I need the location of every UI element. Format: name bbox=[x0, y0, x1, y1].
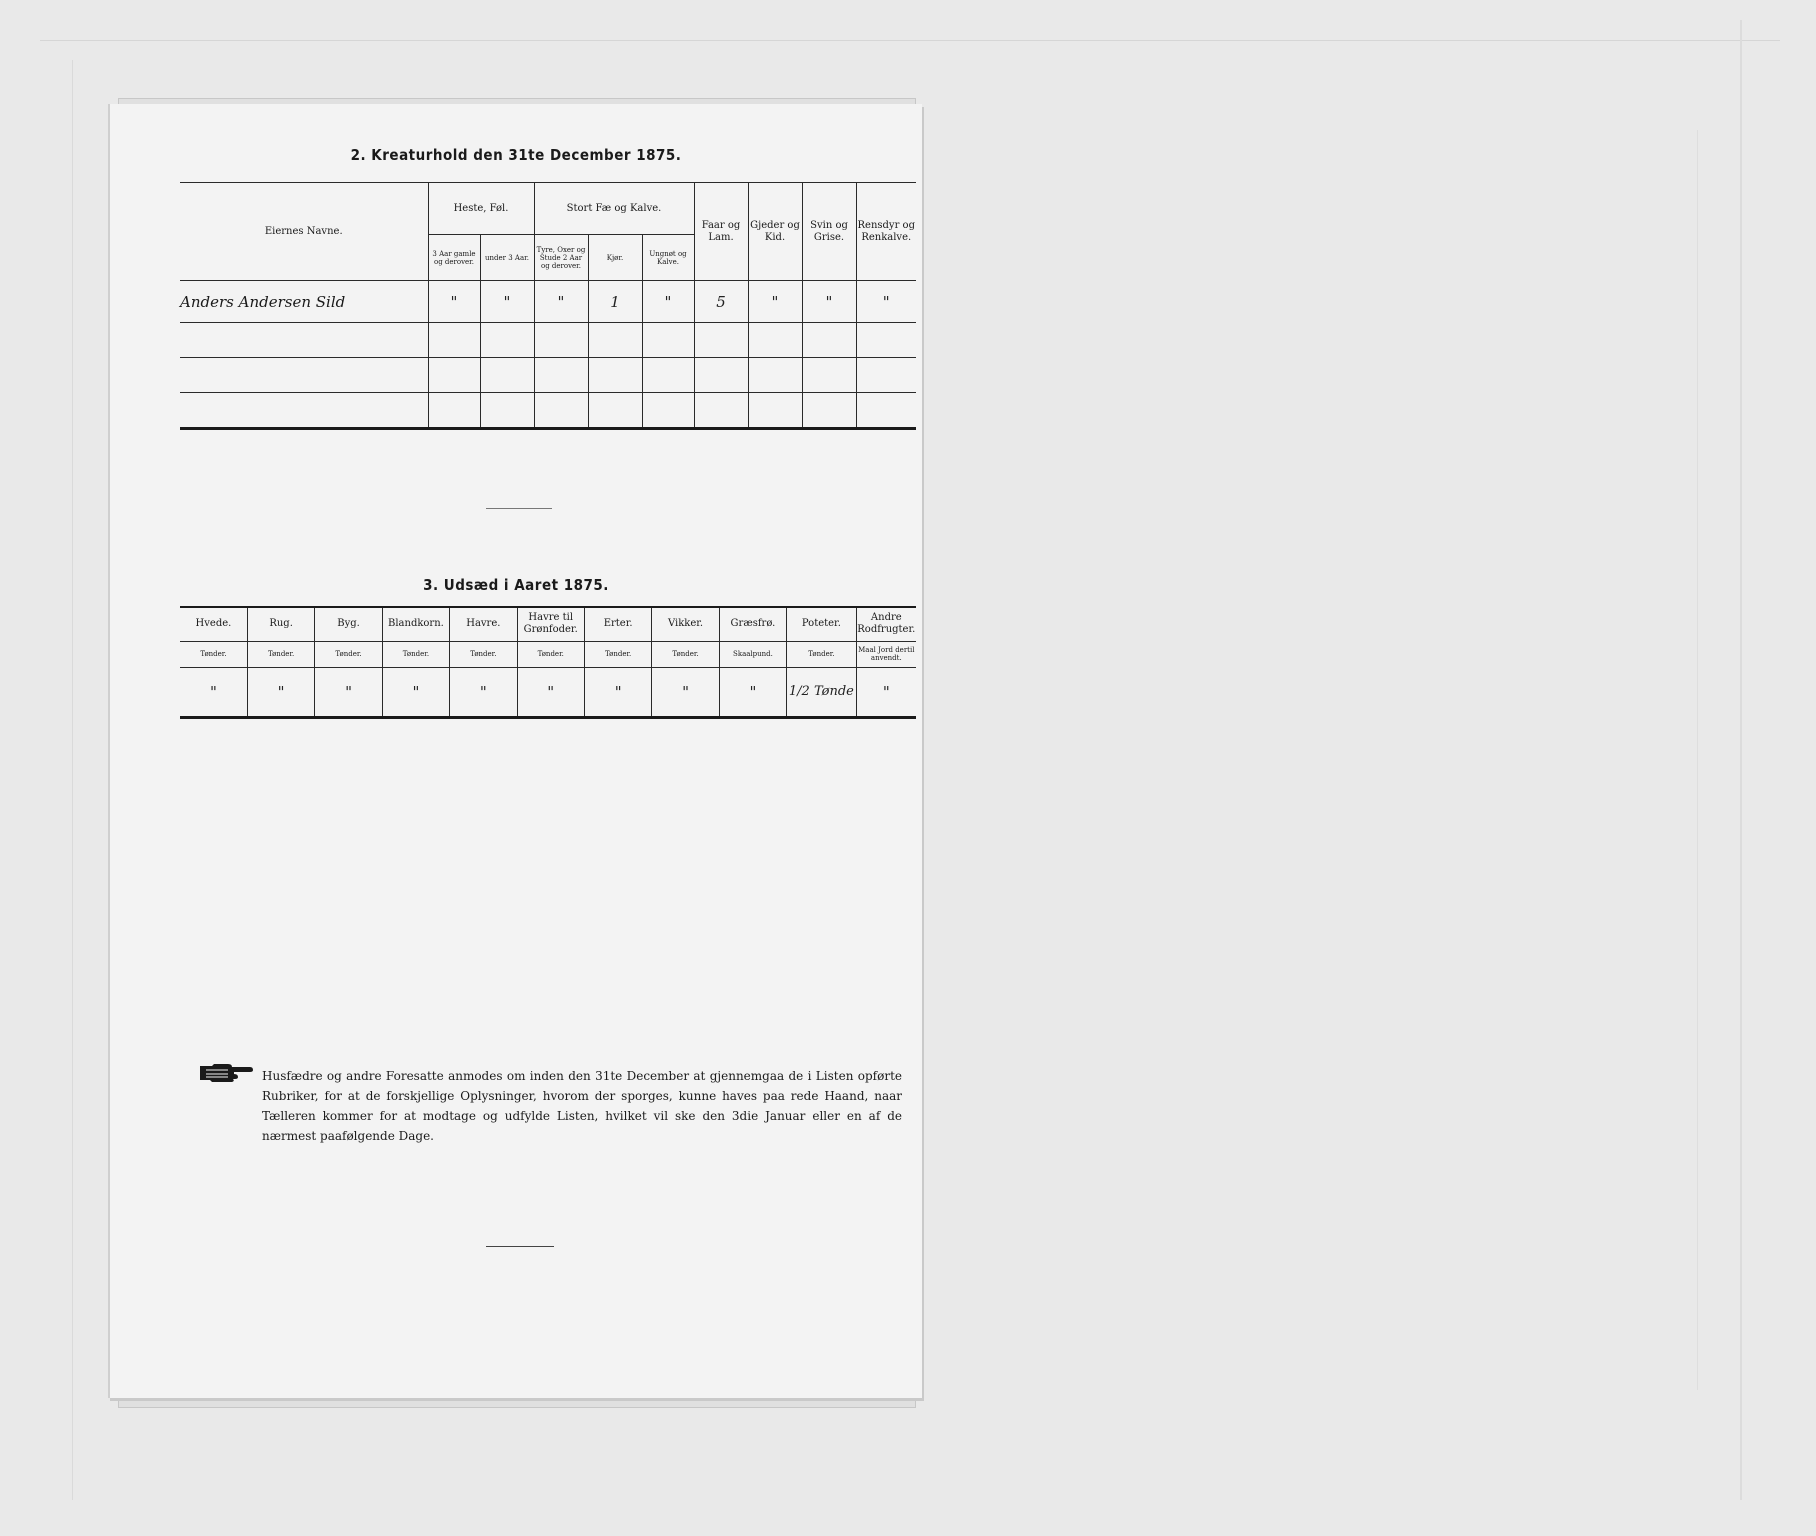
seed-value: " bbox=[719, 667, 786, 717]
section2-title: 2. Kreaturhold den 31te December 1875. bbox=[350, 146, 682, 164]
cell-value: " bbox=[802, 281, 856, 323]
table-row bbox=[180, 667, 916, 717]
header-heste-sub1: 3 Aar gamle og derover. bbox=[428, 235, 480, 281]
section3-title: 3. Udsæd i Aaret 1875. bbox=[423, 576, 609, 594]
seed-col-5: Havre til Grønfoder. bbox=[517, 607, 584, 641]
seed-value: " bbox=[315, 667, 382, 717]
seed-value: " bbox=[247, 667, 314, 717]
seed-value: 1/2 Tønde bbox=[787, 667, 856, 717]
seed-unit: Skaalpund. bbox=[719, 641, 786, 667]
scan-edge-right bbox=[1740, 20, 1742, 1500]
scan-edge-right-inner bbox=[1697, 130, 1698, 1390]
seed-unit: Tønder. bbox=[652, 641, 719, 667]
table-row-empty bbox=[180, 323, 916, 358]
seed-unit: Tønder. bbox=[450, 641, 517, 667]
owner-name: Anders Andersen Sild bbox=[180, 281, 428, 323]
seed-table bbox=[180, 606, 916, 719]
seed-value: " bbox=[652, 667, 719, 717]
header-heste-sub2: under 3 Aar. bbox=[480, 235, 534, 281]
livestock-table bbox=[180, 182, 916, 430]
seed-unit: Tønder. bbox=[787, 641, 856, 667]
header-stortfae-sub1: Tyre, Oxer og Stude 2 Aar og derover. bbox=[534, 235, 588, 281]
seed-value: " bbox=[450, 667, 517, 717]
table-row bbox=[180, 281, 916, 323]
seed-unit: Maal Jord dertil anvendt. bbox=[856, 641, 916, 667]
seed-col-7: Vikker. bbox=[652, 607, 719, 641]
seed-col-1: Rug. bbox=[247, 607, 314, 641]
cell-value: " bbox=[480, 281, 534, 323]
seed-value: " bbox=[517, 667, 584, 717]
cell-value: " bbox=[428, 281, 480, 323]
seed-col-0: Hvede. bbox=[180, 607, 247, 641]
header-owner: Eiernes Navne. bbox=[180, 183, 428, 281]
cell-value: " bbox=[642, 281, 694, 323]
seed-unit: Tønder. bbox=[247, 641, 314, 667]
seed-value: " bbox=[382, 667, 449, 717]
census-page bbox=[108, 104, 922, 1398]
header-faar: Faar og Lam. bbox=[694, 183, 748, 281]
header-heste: Heste, Føl. bbox=[428, 183, 534, 235]
cell-value: " bbox=[534, 281, 588, 323]
divider bbox=[486, 508, 552, 509]
header-stortfae-sub3: Ungnøt og Kalve. bbox=[642, 235, 694, 281]
cell-value: 5 bbox=[694, 281, 748, 323]
pointing-hand-icon bbox=[198, 1062, 254, 1084]
cell-value: " bbox=[748, 281, 802, 323]
seed-value: " bbox=[180, 667, 247, 717]
seed-col-10: Andre Rodfrugter. bbox=[856, 607, 916, 641]
table-row-empty bbox=[180, 358, 916, 393]
table-row-empty bbox=[180, 393, 916, 429]
seed-col-2: Byg. bbox=[315, 607, 382, 641]
cell-value: " bbox=[856, 281, 916, 323]
seed-col-9: Poteter. bbox=[787, 607, 856, 641]
seed-value: " bbox=[856, 667, 916, 717]
seed-value: " bbox=[584, 667, 651, 717]
header-rensdyr: Rensdyr og Renkalve. bbox=[856, 183, 916, 281]
header-gjeder: Gjeder og Kid. bbox=[748, 183, 802, 281]
header-stortfae-sub2: Kjør. bbox=[588, 235, 642, 281]
seed-col-4: Havre. bbox=[450, 607, 517, 641]
notice-text: Husfædre og andre Foresatte anmodes om inden den 31te December at gjennemgaa de i Listen opførte Rubriker, for at de forskjellige Oplysninger, hvorom der sporges, kunne haves paa rede Haand, naar Tælleren kommer for at modtage og udfylde Listen, hvilket vil ske den 3die Januar eller en af de nærmest paafølgende Dage. bbox=[262, 1069, 902, 1143]
scan-edge-left bbox=[72, 60, 73, 1500]
header-stortfae: Stort Fæ og Kalve. bbox=[534, 183, 694, 235]
cell-value: 1 bbox=[588, 281, 642, 323]
seed-col-8: Græsfrø. bbox=[719, 607, 786, 641]
seed-unit: Tønder. bbox=[315, 641, 382, 667]
header-svin: Svin og Grise. bbox=[802, 183, 856, 281]
seed-unit: Tønder. bbox=[517, 641, 584, 667]
seed-unit: Tønder. bbox=[584, 641, 651, 667]
seed-col-6: Erter. bbox=[584, 607, 651, 641]
seed-unit: Tønder. bbox=[180, 641, 247, 667]
divider bbox=[486, 1246, 554, 1247]
seed-col-3: Blandkorn. bbox=[382, 607, 449, 641]
seed-unit: Tønder. bbox=[382, 641, 449, 667]
scan-edge-top bbox=[40, 40, 1780, 41]
